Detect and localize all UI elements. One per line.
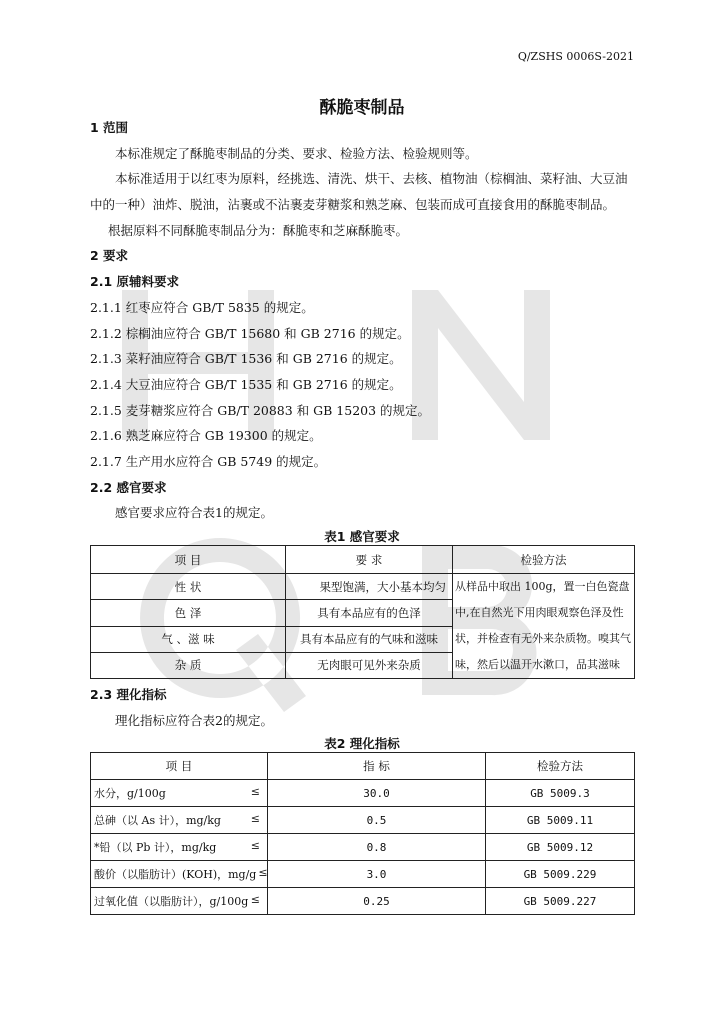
- table-cell: GB 5009.229: [486, 861, 635, 888]
- le-symbol: ≤: [250, 785, 260, 799]
- le-symbol: ≤: [258, 866, 268, 880]
- clause: 2.1.7 生产用水应符合 GB 5749 的规定。: [90, 453, 327, 469]
- table-cell: 3.0: [268, 861, 486, 888]
- clause: 2.1.5 麦芽糖浆应符合 GB/T 20883 和 GB 15203 的规定。: [90, 402, 431, 418]
- header-cell: 指 标: [268, 753, 486, 780]
- clause: 2.1.4 大豆油应符合 GB/T 1535 和 GB 2716 的规定。: [90, 376, 402, 392]
- method-cell: 从样品中取出 100g，置一白色瓷盘中,在自然光下用肉眼观察色泽及性状，并检查有无外来杂质物。嗅其气味，然后以温开水漱口，品其滋味: [453, 574, 635, 679]
- table-caption: 表2 理化指标: [324, 736, 400, 752]
- table-cell: [91, 807, 268, 834]
- le-symbol: ≤: [250, 839, 260, 853]
- table-cell: [91, 888, 268, 915]
- item-name: 过氧化值（以脂肪计），g/100g: [94, 895, 249, 909]
- item-name: 总砷（以 As 计），mg/kg: [94, 814, 221, 828]
- physicochemical-table: [90, 752, 635, 915]
- table-row: [91, 834, 635, 861]
- table-cell: 杂 质: [91, 652, 286, 678]
- le-symbol: ≤: [250, 893, 260, 907]
- table-cell: GB 5009.11: [486, 807, 635, 834]
- page-title: 酥脆枣制品: [319, 98, 405, 118]
- table-cell: GB 5009.12: [486, 834, 635, 861]
- section-heading: 2 要求: [90, 248, 129, 264]
- table-row: [91, 861, 635, 888]
- standard-code: Q/ZSHS 0006S-2021: [517, 50, 634, 63]
- item-name: *铅（以 Pb 计），mg/kg: [94, 841, 217, 855]
- table-cell: 30.0: [268, 780, 486, 807]
- table-cell: 具有本品应有的色泽: [286, 600, 453, 626]
- table-cell: 无肉眼可见外来杂质: [286, 652, 453, 678]
- table-cell: 0.5: [268, 807, 486, 834]
- table-header-row: [91, 753, 635, 780]
- header-cell: 项 目: [91, 753, 268, 780]
- table-row: [91, 574, 635, 600]
- clause: 2.1.1 红枣应符合 GB/T 5835 的规定。: [90, 299, 314, 315]
- table-cell: 0.8: [268, 834, 486, 861]
- item-name: 水分，g/100g: [94, 787, 166, 801]
- sensory-table: [90, 545, 635, 679]
- paragraph: 本标准适用于以红枣为原料，经挑选、清洗、烘干、去核、植物油（棕榈油、菜籽油、大豆油: [115, 171, 628, 187]
- item-name: 酸价（以脂肪计）(KOH)，mg/g: [94, 868, 257, 882]
- section-heading: 1 范围: [90, 120, 129, 135]
- table-header-row: [91, 546, 635, 574]
- table-cell: 气 、滋 味: [91, 626, 286, 652]
- table-cell: [91, 780, 268, 807]
- table-cell: 0.25: [268, 888, 486, 915]
- table-caption: 表1 感官要求: [324, 529, 400, 544]
- paragraph: 本标准规定了酥脆枣制品的分类、要求、检验方法、检验规则等。: [115, 145, 478, 161]
- paragraph: 理化指标应符合表2的规定。: [115, 712, 273, 728]
- paragraph: 感官要求应符合表1的规定。: [115, 505, 273, 521]
- table-row: [91, 807, 635, 834]
- le-symbol: ≤: [250, 812, 260, 826]
- table-cell: GB 5009.227: [486, 888, 635, 915]
- table-cell: 果型饱满，大小基本均匀: [286, 574, 453, 600]
- header-cell: 检验方法: [453, 546, 635, 574]
- clause: 2.1.6 熟芝麻应符合 GB 19300 的规定。: [90, 428, 322, 444]
- table-cell: [91, 861, 268, 888]
- subsection-heading: 2.3 理化指标: [90, 687, 167, 702]
- clause: 2.1.3 菜籽油应符合 GB/T 1536 和 GB 2716 的规定。: [90, 351, 402, 367]
- clause: 2.1.2 棕榈油应符合 GB/T 15680 和 GB 2716 的规定。: [90, 325, 410, 341]
- subsection-heading: 2.1 原辅料要求: [90, 274, 179, 290]
- subsection-heading: 2.2 感官要求: [90, 479, 167, 495]
- table-cell: [91, 834, 268, 861]
- header-cell: 项 目: [91, 546, 286, 574]
- header-cell: 检验方法: [486, 753, 635, 780]
- paragraph: 中的一种）油炸、脱油，沾裹或不沾裹麦芽糖浆和熟芝麻、包装而成可直接食用的酥脆枣制品。: [90, 197, 616, 213]
- table-row: [91, 888, 635, 915]
- table-cell: GB 5009.3: [486, 780, 635, 807]
- table-cell: 色 泽: [91, 600, 286, 626]
- table-cell: 具有本品应有的气味和滋味: [286, 626, 453, 652]
- header-cell: 要 求: [286, 546, 453, 574]
- table-row: [91, 780, 635, 807]
- table-cell: 性 状: [91, 574, 286, 600]
- paragraph: 根据原料不同酥脆枣制品分为：酥脆枣和芝麻酥脆枣。: [108, 222, 409, 238]
- document-body: [90, 118, 634, 915]
